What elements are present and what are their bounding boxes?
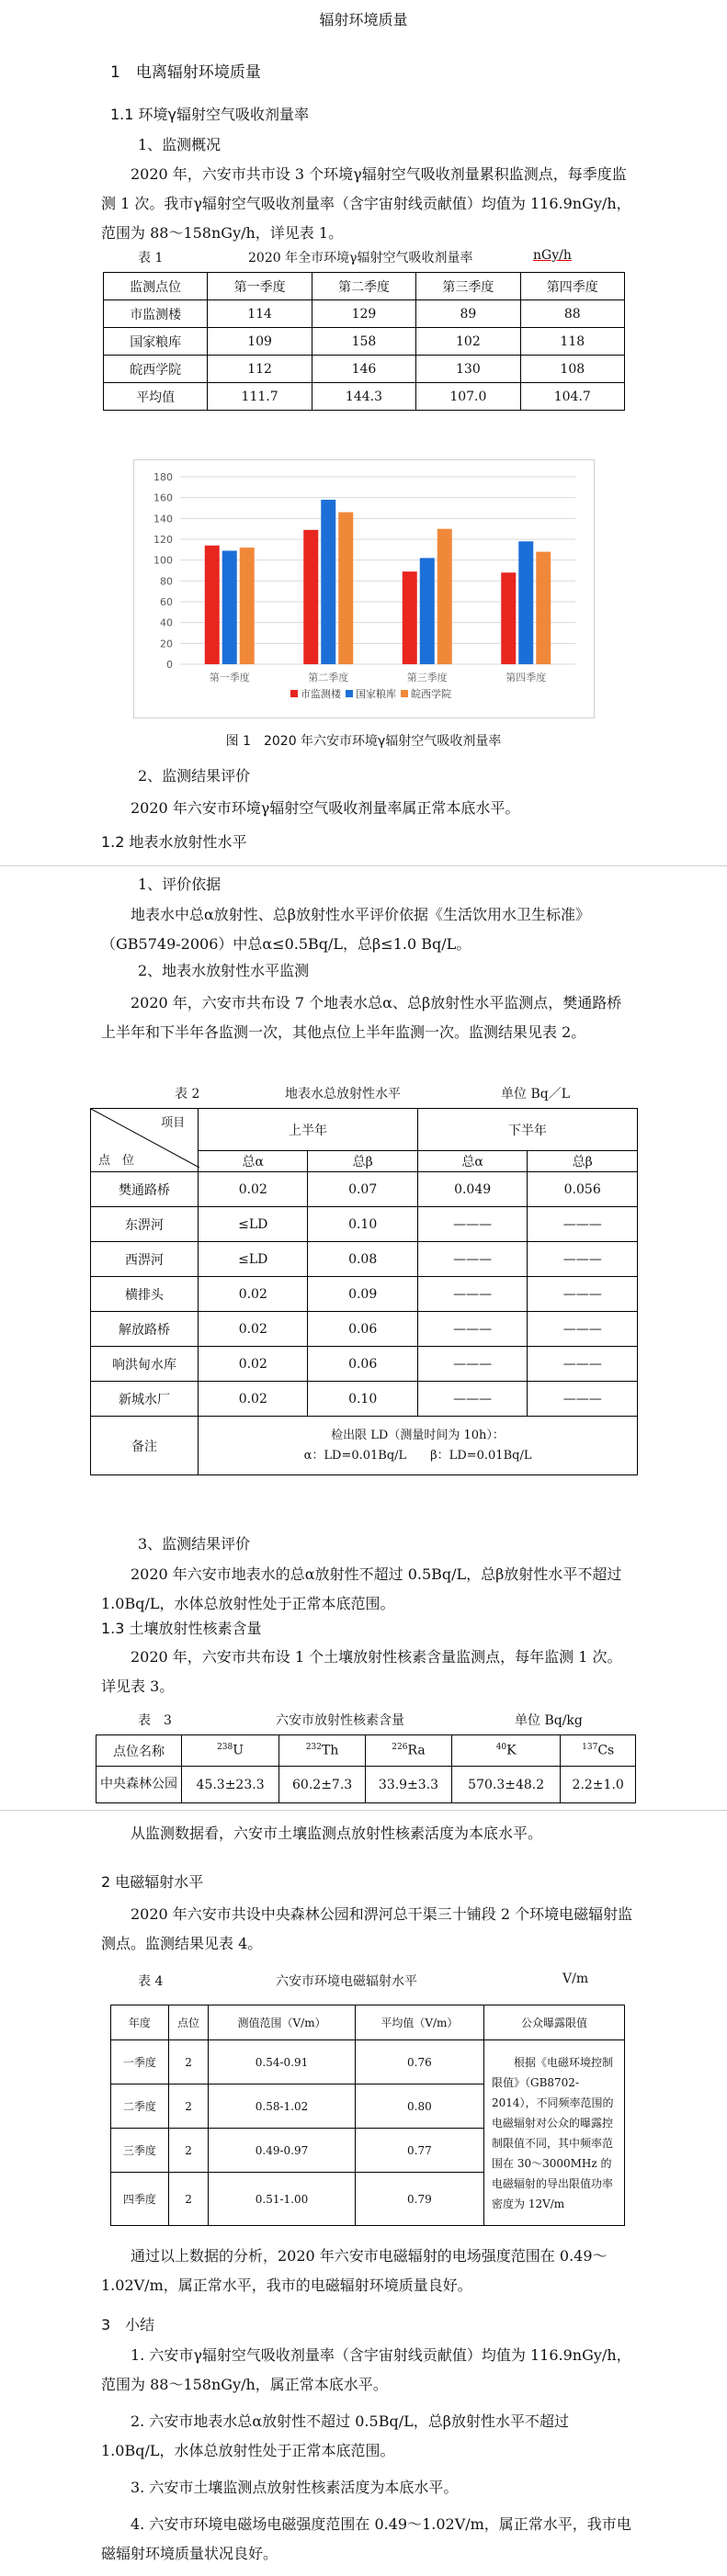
table-1-unit: nGy/h: [533, 248, 572, 263]
table-row: [104, 356, 625, 383]
table-1-cell: 114: [208, 300, 312, 328]
table-2-cell: 0.02: [199, 1382, 308, 1417]
eval2-title: 3、监测结果评价: [138, 1535, 251, 1553]
table-2-first-half: 上半年: [199, 1109, 418, 1151]
table-row: [104, 300, 625, 328]
table-4-cell: 2: [168, 2129, 208, 2173]
table-4-label: 表 4: [138, 1974, 164, 1989]
soil-conclusion: 从监测数据看，六安市土壤监测点放射性核素活度为本底水平。: [131, 1825, 543, 1842]
table-4-header: 平均值（V/m）: [355, 2005, 483, 2040]
soil-paragraph: 2020 年，六安市共布设 1 个土壤放射性核素含量监测点，每年监测 1 次。详见表 3。: [101, 1648, 622, 1695]
table-1-cell: 102: [416, 328, 520, 356]
legend-label: 国家粮库: [356, 688, 396, 700]
corner-top-label: 项目: [161, 1116, 186, 1130]
table-2-cell: 0.09: [308, 1277, 417, 1312]
table-row: [91, 1172, 638, 1207]
summary-item: 3. 六安市土壤监测点放射性核素活度为本底水平。: [131, 2479, 459, 2496]
table-2-label: 表 2: [175, 1087, 200, 1102]
table-4-unit: V/m: [562, 1972, 589, 1986]
section-3-heading: 3 小结: [101, 2316, 155, 2333]
table-row: [91, 1312, 638, 1347]
table-1-cell: 市监测楼: [104, 300, 208, 328]
table-2-cell: ———: [528, 1382, 638, 1417]
table-2-cell: ———: [417, 1242, 528, 1277]
table-4-cell: 0.51-1.00: [209, 2173, 356, 2226]
basis-title: 1、评价依据: [138, 876, 222, 893]
bar-国家粮库: [420, 558, 435, 664]
table-2-cell: 西淠河: [91, 1242, 199, 1277]
table-2-cell: 0.10: [308, 1382, 417, 1417]
table-1-header: 第四季度: [520, 273, 624, 300]
table-4-cell: 0.58-1.02: [209, 2085, 356, 2129]
table-2-second-half: 下半年: [417, 1109, 637, 1151]
table-4-cell: 0.79: [355, 2173, 483, 2226]
table-1-header: 监测点位: [104, 273, 208, 300]
table-4: [110, 2005, 625, 2226]
table-4-title: 六安市环境电磁辐射水平: [276, 1974, 417, 1989]
table-2-cell: 0.02: [199, 1172, 308, 1207]
table-2-cell: ———: [528, 1277, 638, 1312]
table-1-cell: 104.7: [520, 383, 624, 411]
table-3-cell: 45.3±23.3: [182, 1767, 279, 1803]
table-4-cell: 四季度: [111, 2173, 169, 2226]
table-2-cell: ≤LD: [199, 1207, 308, 1242]
section-1-heading: 1 电离辐射环境质量: [110, 63, 261, 82]
nuclide-symbol: K: [506, 1743, 517, 1758]
x-tick-label: 第二季度: [308, 672, 349, 684]
table-1-cell: 107.0: [416, 383, 520, 411]
table-1-cell: 88: [520, 300, 624, 328]
table-1-cell: 89: [416, 300, 520, 328]
table-3-title: 六安市放射性核素含量: [276, 1713, 404, 1728]
table-2-cell: ———: [417, 1207, 528, 1242]
summary-list: [101, 2341, 634, 2576]
summary-item: 1. 六安市γ辐射空气吸收剂量率（含宇宙射线贡献值）均值为 116.9nGy/h，范围为 88～158nGy/h，属正常本底水平。: [101, 2346, 631, 2393]
table-4-header: 点位: [168, 2005, 208, 2040]
x-tick-label: 第四季度: [505, 672, 547, 684]
table-2-unit: 单位 Bq／L: [501, 1087, 570, 1102]
nuclide-symbol: Th: [322, 1743, 339, 1758]
bar-国家粮库: [222, 550, 237, 664]
monitor-paragraph: 2020 年，六安市共布设 7 个地表水总α、总β放射性水平监测点，樊通路桥上半年和下半年各监测一次，其他点位上半年监测一次。监测结果见表 2。: [101, 994, 622, 1041]
bar-国家粮库: [321, 500, 335, 664]
table-2-cell: 0.10: [308, 1207, 417, 1242]
table-row: [104, 328, 625, 356]
table-row: [111, 2040, 625, 2085]
x-tick-label: 第一季度: [209, 672, 250, 684]
table-4-cell: 0.80: [355, 2085, 483, 2129]
section-1-3-heading: 1.3 土壤放射性核素含量: [101, 1620, 262, 1637]
table-2-cell: 0.02: [199, 1277, 308, 1312]
table-4-cell: 三季度: [111, 2129, 169, 2173]
table-1-cell: 112: [208, 356, 312, 383]
table-2-cell: 0.06: [308, 1347, 417, 1382]
table-1-cell: 111.7: [208, 383, 312, 411]
table-2-cell: ———: [528, 1207, 638, 1242]
table-4-header: 年度: [111, 2005, 169, 2040]
basis-paragraph: 地表水中总α放射性、总β放射性水平评价依据《生活饮用水卫生标准》（GB5749-2006）中总α≤0.5Bq/L，总β≤1.0 Bq/L。: [101, 906, 591, 953]
nuclide-mass: 238: [217, 1743, 233, 1753]
table-1-header: 第一季度: [208, 273, 312, 300]
y-tick-label: 120: [153, 534, 173, 546]
table-2-subheader: 总α: [417, 1151, 528, 1172]
table-2-cell: ≤LD: [199, 1242, 308, 1277]
table-2-remark-label: 备注: [91, 1417, 199, 1475]
table-2-cell: 解放路桥: [91, 1312, 199, 1347]
page-break-line: [0, 865, 727, 866]
table-2-cell: 0.08: [308, 1242, 417, 1277]
table-4-cell: 2: [168, 2040, 208, 2085]
table-3-site: 中央森林公园: [97, 1767, 182, 1803]
table-2-cell: 东淠河: [91, 1207, 199, 1242]
eval-paragraph: 2020 年六安市环境γ辐射空气吸收剂量率属正常本底水平。: [131, 799, 520, 817]
table-2-cell: 横排头: [91, 1277, 199, 1312]
table-2-cell: 0.02: [199, 1312, 308, 1347]
table-4-cell: 二季度: [111, 2085, 169, 2129]
table-3-cell: 33.9±3.3: [366, 1767, 452, 1803]
table-4-limit-note: 根据《电磁环境控制限值》（GB8702-2014），不同频率范围的电磁辐射对公众的曝露控制限值不同，其中频率范围在 30～3000MHz 的电磁辐射的导出限值功率密度为 12V/m: [484, 2040, 625, 2226]
y-tick-label: 20: [160, 638, 173, 650]
nuclide-symbol: Ra: [407, 1743, 426, 1758]
section-2-heading: 2 电磁辐射水平: [101, 1873, 204, 1891]
bar-市监测楼: [403, 571, 417, 664]
table-row: [91, 1242, 638, 1277]
table-1-cell: 129: [312, 300, 415, 328]
table-4-cell: 0.76: [355, 2040, 483, 2085]
table-3: [96, 1734, 636, 1803]
table-4-header: 测值范围（V/m）: [209, 2005, 356, 2040]
section-1-1-heading: 1.1 环境γ辐射空气吸收剂量率: [110, 106, 310, 123]
table-row: [91, 1277, 638, 1312]
table-1-header: 第三季度: [416, 273, 520, 300]
bar-市监测楼: [303, 530, 318, 664]
table-1-cell: 130: [416, 356, 520, 383]
figure-1-caption: 图 1 2020 年六安市环境γ辐射空气吸收剂量率: [225, 734, 502, 749]
table-2-cell: ———: [528, 1347, 638, 1382]
summary-item: 2. 六安市地表水总α放射性不超过 0.5Bq/L，总β放射性水平不超过 1.0Bq/L，水体总放射性处于正常本底范围。: [101, 2412, 569, 2459]
y-tick-label: 80: [160, 575, 173, 588]
overview-paragraph: 2020 年，六安市共市设 3 个环境γ辐射空气吸收剂量累积监测点，每季度监测 1 次。我市γ辐射空气吸收剂量率（含宇宙射线贡献值）均值为 116.9nGy/h，范围为 88～158nGy/h，详见表 1。: [101, 165, 631, 242]
table-3-cell: 2.2±1.0: [561, 1767, 636, 1803]
table-1-cell: 108: [520, 356, 624, 383]
document-title: 辐射环境质量: [319, 11, 408, 28]
table-2-subheader: 总β: [528, 1151, 638, 1172]
table-row: [91, 1382, 638, 1417]
legend-label: 市监测楼: [301, 688, 341, 700]
table-3-label: 表 3: [138, 1713, 172, 1728]
table-4-cell: 2: [168, 2085, 208, 2129]
y-tick-label: 160: [153, 491, 173, 504]
y-tick-label: 60: [160, 596, 173, 608]
table-4-cell: 一季度: [111, 2040, 169, 2085]
em-paragraph: 2020 年六安市共设中央森林公园和淠河总干渠三十铺段 2 个环境电磁辐射监测点。监测结果见表 4。: [101, 1905, 633, 1952]
table-1-title: 2020 年全市环境γ辐射空气吸收剂量率: [248, 251, 473, 266]
table-1-cell: 109: [208, 328, 312, 356]
table-2-cell: 0.049: [417, 1172, 528, 1207]
y-tick-label: 40: [160, 616, 173, 629]
table-4-cell: 0.49-0.97: [209, 2129, 356, 2173]
remark-line-2: α：LD=0.01Bq/L β：LD=0.01Bq/L: [303, 1448, 532, 1463]
table-2-cell: 0.056: [528, 1172, 638, 1207]
table-1-cell: 146: [312, 356, 415, 383]
table-2-cell: ———: [417, 1347, 528, 1382]
table-3-nuclide-header: [182, 1735, 279, 1767]
table-4-header: 公众曝露限值: [484, 2005, 625, 2040]
table-1-cell: 国家粮库: [104, 328, 208, 356]
legend-swatch: [346, 690, 353, 697]
table-4-cell: 2: [168, 2173, 208, 2226]
monitor-title: 2、地表水放射性水平监测: [138, 962, 310, 979]
y-tick-label: 180: [153, 471, 173, 483]
x-tick-label: 第三季度: [406, 672, 448, 684]
table-3-nuclide-header: [561, 1735, 636, 1767]
eval2-paragraph: 2020 年六安市地表水的总α放射性不超过 0.5Bq/L，总β放射性水平不超过 1.0Bq/L，水体总放射性处于正常本底范围。: [101, 1565, 622, 1612]
table-2-title: 地表水总放射性水平: [285, 1087, 401, 1102]
table-2-cell: 0.06: [308, 1312, 417, 1347]
table-2-cell: ———: [417, 1312, 528, 1347]
legend-swatch: [401, 690, 408, 697]
table-4-cell: 0.77: [355, 2129, 483, 2173]
table-1-cell: 118: [520, 328, 624, 356]
summary-item: 4. 六安市环境电磁场电磁强度范围在 0.49～1.02V/m，属正常水平，我市电磁辐射环境质量状况良好。: [101, 2515, 631, 2562]
table-2-cell: 0.07: [308, 1172, 417, 1207]
table-2-cell: 樊通路桥: [91, 1172, 199, 1207]
table-2-subheader: 总α: [199, 1151, 308, 1172]
bar-市监测楼: [205, 546, 220, 664]
table-3-nuclide-header: [451, 1735, 560, 1767]
nuclide-symbol: U: [233, 1743, 244, 1758]
nuclide-mass: 137: [582, 1743, 598, 1753]
table-row: [91, 1207, 638, 1242]
eval-title: 2、监测结果评价: [138, 767, 251, 785]
table-3-cell: 60.2±7.3: [279, 1767, 366, 1803]
table-row: [97, 1767, 636, 1803]
table-3-nuclide-header: [366, 1735, 452, 1767]
table-3-header: 点位名称: [97, 1735, 182, 1767]
table-2-cell: 响洪甸水库: [91, 1347, 199, 1382]
table-1: [103, 272, 625, 411]
legend-label: 皖西学院: [411, 688, 451, 700]
y-tick-label: 100: [153, 554, 173, 567]
table-3-unit: 单位 Bq/kg: [515, 1713, 583, 1728]
table-1-cell: 144.3: [312, 383, 415, 411]
legend-swatch: [290, 690, 298, 697]
table-3-cell: 570.3±48.2: [451, 1767, 560, 1803]
bar-国家粮库: [518, 541, 533, 664]
table-1-cell: 158: [312, 328, 415, 356]
table-2-cell: 新城水厂: [91, 1382, 199, 1417]
nuclide-symbol: Cs: [597, 1743, 615, 1758]
remark-line-1: 检出限 LD（测量时间为 10h）：: [331, 1428, 505, 1442]
table-row: [91, 1347, 638, 1382]
table-1-cell: 平均值: [104, 383, 208, 411]
page-break-line-2: [0, 1810, 727, 1811]
section-1-2-heading: 1.2 地表水放射性水平: [101, 833, 247, 851]
nuclide-mass: 226: [392, 1743, 408, 1753]
em-conclusion: 通过以上数据的分析，2020 年六安市电磁辐射的电场强度范围在 0.49～1.02V/m，属正常水平，我市的电磁辐射环境质量良好。: [101, 2247, 608, 2294]
y-tick-label: 140: [153, 513, 173, 525]
table-2-remark: [199, 1417, 638, 1475]
bar-chart-svg: [134, 460, 594, 717]
bar-皖西学院: [338, 513, 353, 664]
table-2-cell: ———: [528, 1312, 638, 1347]
table-row: [104, 383, 625, 411]
figure-1-chart: [133, 459, 595, 718]
nuclide-mass: 40: [495, 1743, 507, 1753]
table-4-cell: 0.54-0.91: [209, 2040, 356, 2085]
y-tick-label: 0: [166, 659, 173, 671]
table-2-cell: ———: [528, 1242, 638, 1277]
table-2-cell: ———: [417, 1277, 528, 1312]
nuclide-mass: 232: [305, 1743, 323, 1753]
bar-市监测楼: [501, 572, 516, 664]
bar-皖西学院: [536, 552, 551, 664]
table-3-nuclide-header: [279, 1735, 366, 1767]
table-1-header: 第二季度: [312, 273, 415, 300]
table-2-subheader: 总β: [308, 1151, 417, 1172]
table-2-corner: [91, 1109, 199, 1172]
table-1-cell: 皖西学院: [104, 356, 208, 383]
bar-皖西学院: [437, 529, 452, 664]
corner-bottom-label: 点 位: [98, 1154, 135, 1168]
bar-皖西学院: [240, 548, 255, 664]
overview-title: 1、监测概况: [138, 136, 222, 153]
table-2: [90, 1108, 638, 1475]
table-2-cell: ———: [417, 1382, 528, 1417]
table-2-cell: 0.02: [199, 1347, 308, 1382]
table-1-label: 表 1: [138, 251, 164, 266]
